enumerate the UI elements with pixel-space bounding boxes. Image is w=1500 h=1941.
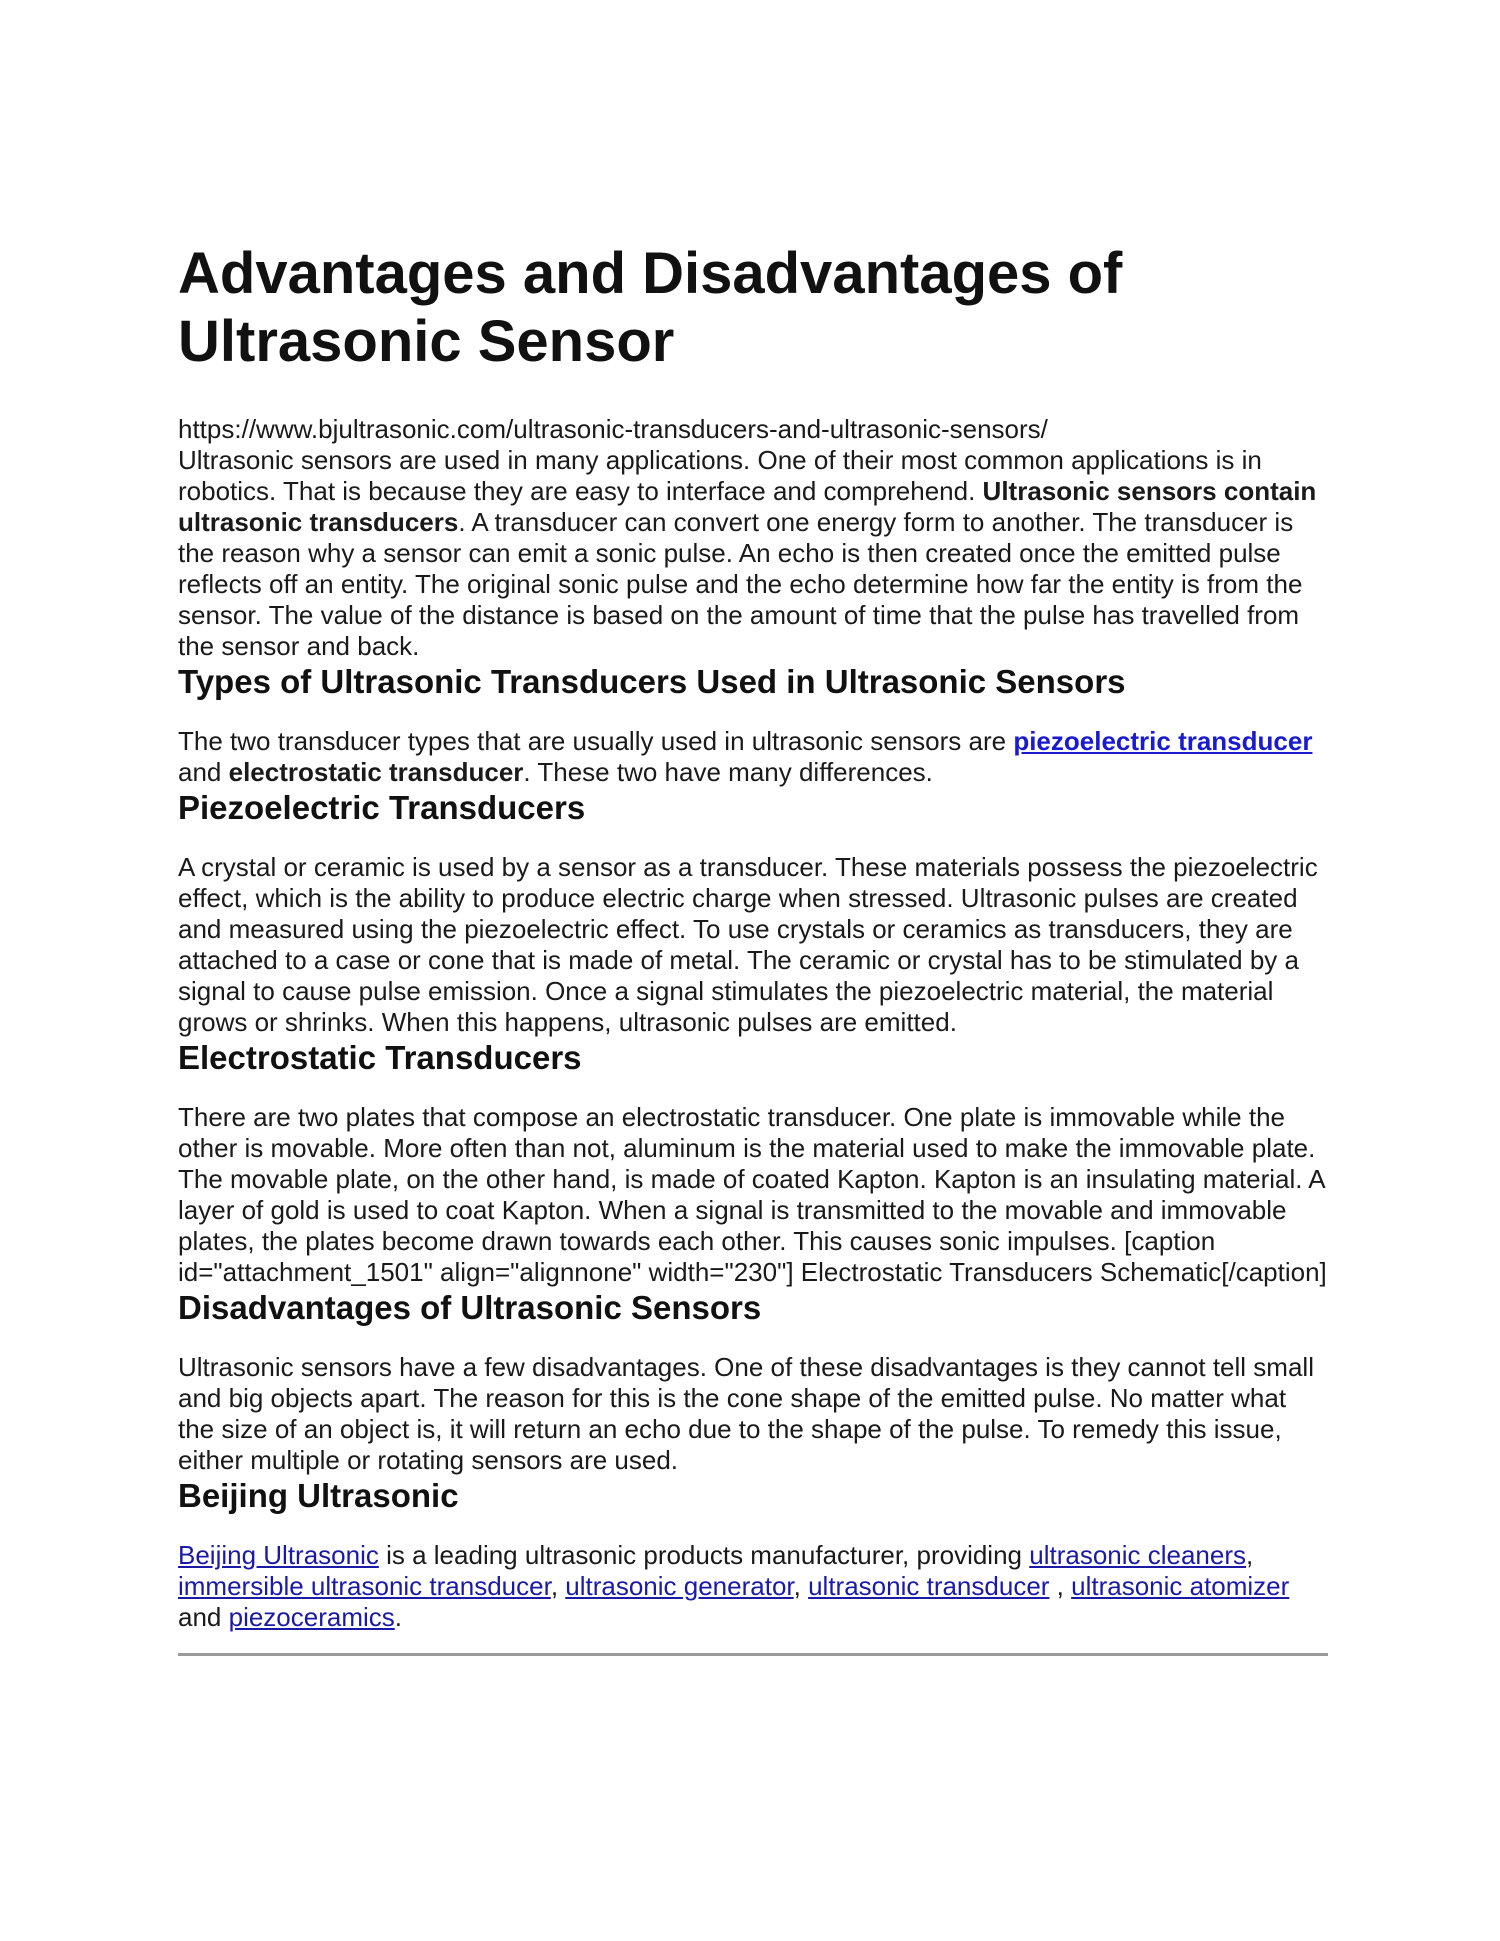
beijing-sep-2: , bbox=[550, 1571, 566, 1601]
link-ultrasonic-atomizer[interactable]: ultrasonic atomizer bbox=[1071, 1571, 1290, 1601]
beijing-sep-1: , bbox=[1246, 1540, 1254, 1570]
heading-electro: Electrostatic Transducers bbox=[178, 1039, 582, 1076]
heading-beijing: Beijing Ultrasonic bbox=[178, 1477, 459, 1514]
piezo-paragraph: A crystal or ceramic is used by a sensor as a transducer. These materials possess the piezoelectric effect, which is the ability to produce electric charge when stressed. Ultrasonic pulses are created and measured using the piezoelectric effect. To use crystals or ceramics as transducers, they are attached to a case or cone that is made of metal. The ceramic or crystal has to be stimulated by a signal to cause pulse emission. Once a signal stimulates the piezoelectric material, the material grows or shrinks. When this happens, ultrasonic pulses are emitted. bbox=[178, 852, 1318, 1037]
types-bold: electrostatic transducer bbox=[228, 757, 524, 787]
source-url: https://www.bjultrasonic.com/ultrasonic-transducers-and-ultrasonic-sensors/ bbox=[178, 414, 1048, 444]
beijing-text-3: . bbox=[394, 1602, 403, 1632]
beijing-text-1: is a leading ultrasonic products manufacturer, providing bbox=[378, 1540, 1030, 1570]
heading-types: Types of Ultrasonic Transducers Used in Ultrasonic Sensors bbox=[178, 663, 1126, 700]
link-piezoelectric-transducer[interactable]: piezoelectric transducer bbox=[1013, 726, 1313, 756]
link-ultrasonic-generator[interactable]: ultrasonic generator bbox=[565, 1571, 794, 1601]
beijing-paragraph bbox=[178, 1540, 1328, 1633]
document-page bbox=[178, 240, 1328, 1656]
beijing-sep-4: , bbox=[1049, 1571, 1072, 1601]
link-ultrasonic-cleaners[interactable]: ultrasonic cleaners bbox=[1029, 1540, 1247, 1570]
footer-divider bbox=[178, 1653, 1328, 1656]
link-piezoceramics[interactable]: piezoceramics bbox=[228, 1602, 395, 1632]
beijing-sep-3: , bbox=[793, 1571, 809, 1601]
page-title: Advantages and Disadvantages of Ultrasonic Sensor bbox=[178, 241, 1123, 374]
types-text-1: The two transducer types that are usually used in ultrasonic sensors are bbox=[178, 726, 1014, 756]
types-text-2: and bbox=[178, 757, 229, 787]
beijing-text-2: and bbox=[178, 1602, 229, 1632]
link-beijing-ultrasonic[interactable]: Beijing Ultrasonic bbox=[178, 1540, 379, 1570]
heading-disadvantages: Disadvantages of Ultrasonic Sensors bbox=[178, 1289, 762, 1326]
types-paragraph bbox=[178, 726, 1328, 788]
intro-text-1: Ultrasonic sensors are used in many applications. One of their most common applications is in robotics. That is because they are easy to interface and comprehend. bbox=[178, 445, 1262, 506]
intro-bold: Ultrasonic sensors contain ultrasonic transducers bbox=[178, 476, 1317, 537]
intro-paragraph bbox=[178, 414, 1328, 662]
link-immersible-transducer[interactable]: immersible ultrasonic transducer bbox=[178, 1571, 551, 1601]
types-text-3: . These two have many differences. bbox=[523, 757, 933, 787]
heading-piezo: Piezoelectric Transducers bbox=[178, 789, 586, 826]
link-ultrasonic-transducer[interactable]: ultrasonic transducer bbox=[808, 1571, 1050, 1601]
electro-paragraph: There are two plates that compose an electrostatic transducer. One plate is immovable while the other is movable. More often than not, aluminum is the material used to make the immovable plate. The movable plate, on the other hand, is made of coated Kapton. Kapton is an insulating material. A layer of gold is used to coat Kapton. When a signal is transmitted to the movable and immovable plates, the plates become drawn towards each other. This causes sonic impulses. [caption id="attachment_1501" align="alignnone" width="230"] Electrostatic Transducers Schematic[/caption] bbox=[178, 1102, 1327, 1287]
disadvantages-paragraph: Ultrasonic sensors have a few disadvantages. One of these disadvantages is they cannot tell small and big objects apart. The reason for this is the cone shape of the emitted pulse. No matter what the size of an object is, it will return an echo due to the shape of the pulse. To remedy this issue, either multiple or rotating sensors are used. bbox=[178, 1352, 1314, 1475]
intro-text-2: . A transducer can convert one energy form to another. The transducer is the reason why a sensor can emit a sonic pulse. An echo is then created once the emitted pulse reflects off an entity. The original sonic pulse and the echo determine how far the entity is from the sensor. The value of the distance is based on the amount of time that the pulse has travelled from the sensor and back. bbox=[178, 507, 1303, 661]
